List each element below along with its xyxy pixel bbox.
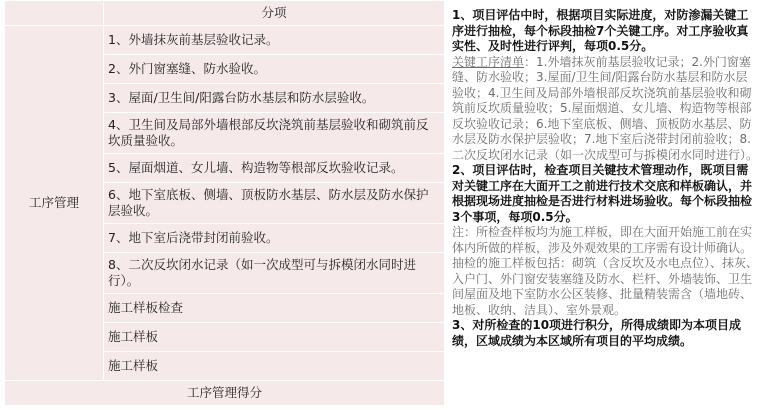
note-rule-2: 2、项目评估时，检查项目关键技术管理动作，既项目需对关键工序在大面开工之前进行技术交底和样板确认，并根据现场进度抽检是否进行材料进场验收。每个标段抽检3个事项，每项0.5分。 xyxy=(452,163,753,224)
key-process-list-text: ：1.外墙抹灰前基层验收记录；2.外门窗塞缝、防水验收；3.屋面/卫生间/阳露台防水基层和防水层验收；4.卫生间及局部外墙根部反坎浇筑前基层验收和砌筑前反坎质量验收；5.屋面烟道、女儿墙、构造物等根部反坎验收记录；6.地下室底板、侧墙、顶板防水基层、防水层及防水保护层验收；7.地下室后浇带封闭前验收；8.二次反坎闭水记录（如一次成型可与拆模闭水同时进行）。 xyxy=(452,54,759,162)
note-key-process-list xyxy=(452,55,758,164)
table-row: 4、卫生间及局部外墙根部反坎浇筑前基层验收和砌筑前反坎质量验收。 xyxy=(104,113,445,154)
key-process-list-label: 关键工序清单 xyxy=(452,54,525,69)
table-row: 7、地下室后浇带封闭前验收。 xyxy=(104,224,445,253)
category-label: 工序管理 xyxy=(5,26,104,381)
table-row: 6、地下室底板、侧墙、顶板防水基层、防水层及防水保护层验收。 xyxy=(104,183,445,224)
note-sample-remark: 注：所检查样板均为施工样板，即在大面开始施工前在实体内所做的样板，涉及外观效果的工序需有设计师确认。抽检的施工样板包括：砌筑（含反坎及水电点位）、抹灰、入户门、外门窗安装塞缝及防水、栏杆、外墙装饰、卫生间屋面及地下室防水公区装修、批量精装需含（墙地砖、地板、收纳、洁具）、室外景观。 xyxy=(452,225,759,317)
table-row: 1、外墙抹灰前基层验收记录。 xyxy=(104,26,445,55)
table-row: 3、屋面/卫生间/阳露台防水基层和防水层验收。 xyxy=(104,84,445,113)
table-row: 施工样板检查 xyxy=(104,294,445,323)
table-row: 2、外门窗塞缝、防水验收。 xyxy=(104,55,445,84)
process-management-table xyxy=(4,0,445,406)
note-rule-1: 1、项目评估中时，根据项目实际进度，对防渗漏关键工序进行抽检，每个标段抽检7个关键工序。对工序验收真实性、及时性进行评判，每项0.5分。 xyxy=(452,8,749,53)
note-rule-3: 3、对所检查的10项进行积分，所得成绩即为本项目成绩，区域成绩为本区域所有项目的平均成绩。 xyxy=(452,318,742,348)
item-header: 分项 xyxy=(104,1,445,26)
score-footer: 工序管理得分 xyxy=(5,381,445,406)
evaluation-notes xyxy=(452,8,758,349)
table-row: 施工样板 xyxy=(104,323,445,352)
table-row: 施工样板 xyxy=(104,352,445,381)
table-row: 8、二次反坎闭水记录（如一次成型可与拆模闭水同时进行）。 xyxy=(104,253,445,294)
category-header-cell xyxy=(5,1,104,26)
table-row: 5、屋面烟道、女儿墙、构造物等根部反坎验收记录。 xyxy=(104,154,445,183)
